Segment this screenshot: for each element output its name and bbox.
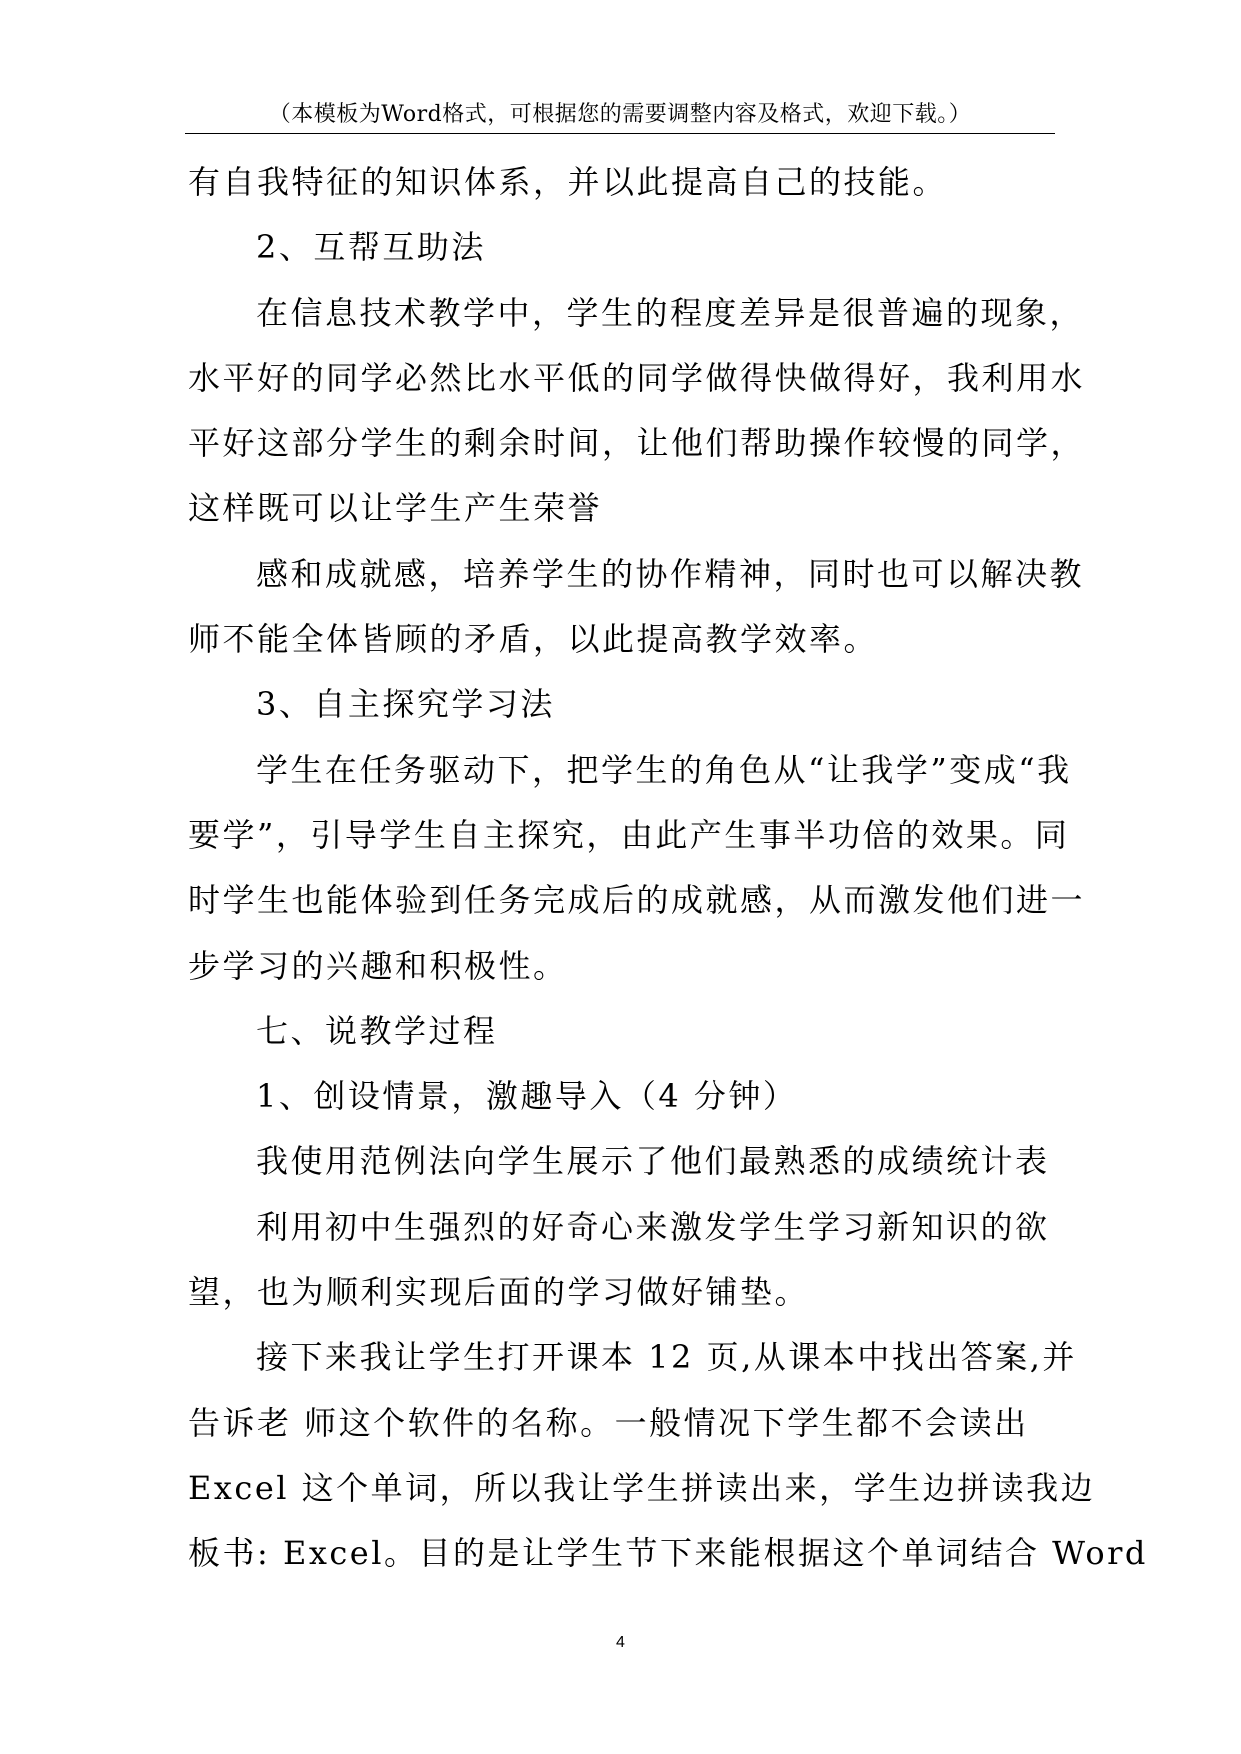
- header-divider: [185, 133, 1055, 134]
- text-line: 在信息技术教学中，学生的程度差异是很普遍的现象，: [256, 293, 1085, 332]
- text-line: 时学生也能体验到任务完成后的成就感，从而激发他们进一: [188, 881, 1086, 920]
- text-line: 这样既可以让学生产生荣誉: [188, 489, 603, 528]
- text-line: 水平好的同学必然比水平低的同学做得快做得好，我利用水: [188, 358, 1086, 397]
- text-line: 利用初中生强烈的好奇心来激发学生学习新知识的欲: [256, 1207, 1050, 1246]
- text-line: 步学习的兴趣和积极性。: [188, 946, 568, 985]
- section-heading: 1、创设情景，激趣导入（4 分钟）: [256, 1077, 798, 1116]
- page-number: 4: [616, 1634, 625, 1651]
- section-heading: 2、互帮互助法: [256, 228, 486, 267]
- text-line: Excel 这个单词，所以我让学生拼读出来，学生边拼读我边: [188, 1468, 1096, 1507]
- text-line: 平好这部分学生的剩余时间，让他们帮助操作较慢的同学，: [188, 424, 1086, 463]
- document-body: [188, 157, 1148, 1594]
- text-line: 学生在任务驱动下，把学生的角色从“让我学”变成“我: [256, 750, 1072, 789]
- text-line: 我使用范例法向学生展示了他们最熟悉的成绩统计表: [256, 1142, 1050, 1181]
- text-line: 接下来我让学生打开课本 12 页,从课本中找出答案,并: [256, 1338, 1077, 1377]
- text-line: 有自我特征的知识体系，并以此提高自己的技能。: [188, 163, 948, 201]
- text-line: 望，也为顺利实现后面的学习做好铺垫。: [188, 1273, 810, 1312]
- text-line: 感和成就感，培养学生的协作精神，同时也可以解决教: [256, 554, 1085, 593]
- header-note: （本模板为Word格式，可根据您的需要调整内容及格式，欢迎下载。）: [268, 102, 972, 127]
- section-heading: 七、说教学过程: [256, 1011, 498, 1050]
- text-line: 告诉老 师这个软件的名称。一般情况下学生都不会读出: [188, 1403, 1029, 1442]
- text-line: 要学”，引导学生自主探究，由此产生事半功倍的效果。同: [188, 815, 1070, 854]
- text-line: 板书: Excel。目的是让学生节下来能根据这个单词结合 Word: [188, 1534, 1148, 1573]
- section-heading: 3、自主探究学习法: [256, 685, 555, 724]
- text-line: 师不能全体皆顾的矛盾，以此提高教学效率。: [188, 620, 879, 659]
